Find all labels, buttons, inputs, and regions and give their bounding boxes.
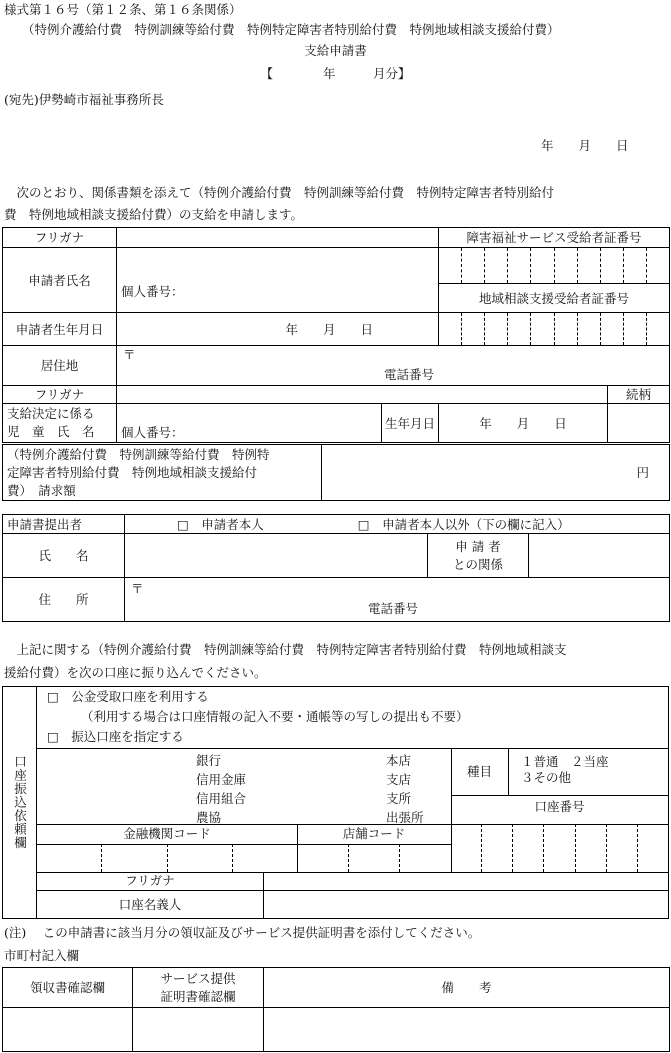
regional-cert-number-boxes[interactable] — [439, 313, 670, 346]
application-date: 年 月 日 — [541, 138, 629, 153]
service-cert-check-field[interactable] — [133, 1008, 264, 1052]
personal-number-label: 個人番号： — [121, 283, 184, 299]
submitter-address-label: 住 所 — [3, 578, 125, 622]
submitter-other-checkbox[interactable]: □ 申請者本人以外（下の欄に記入） — [357, 516, 570, 532]
child-birth-date[interactable]: 年 月 日 — [439, 404, 608, 443]
account-holder-label: 口座名義人 — [118, 897, 182, 912]
remarks-field[interactable] — [264, 1008, 670, 1052]
designate-account-option[interactable]: □ 振込口座を指定する — [47, 729, 184, 744]
bank-code-label: 金融機関コード — [123, 826, 211, 841]
submitter-postal-mark: 〒 — [131, 581, 144, 596]
claim-amount-label: （特例介護給付費 特例訓練等給付費 特例特 定障害者特別給付費 特例地域相談支援給付 費） 請求額 — [3, 445, 322, 501]
submitter-self-checkbox[interactable]: □ 申請者本人 — [177, 516, 264, 532]
submitter-options — [125, 515, 670, 534]
public-account-note: （利用する場合は口座情報の記入不要・通帳等の写しの提出も不要） — [81, 709, 469, 724]
intro-text-line1: 次のとおり、関係書類を添えて（特例介護給付費 特例訓練等給付費 特例特定障害者特別給付 — [4, 185, 555, 200]
submitter-address-field[interactable] — [125, 578, 670, 622]
residence-phone-label: 電話番号 — [384, 367, 435, 382]
public-account-option[interactable]: □ 公金受取口座を利用する — [47, 689, 209, 704]
city-table — [2, 967, 670, 1052]
account-number-label: 口座番号 — [534, 799, 585, 814]
applicant-table — [2, 227, 670, 443]
page-title: 支給申請書 — [304, 43, 367, 58]
submitter-table — [2, 514, 670, 622]
form-number: 様式第１６号（第１２条、第１６条関係） — [4, 2, 242, 17]
benefit-types-line: （特例介護給付費 特例訓練等給付費 特例特定障害者特別給付費 特例地域相談支援給付費） — [22, 22, 560, 37]
regional-cert-number-label: 地域相談支援受給者証番号 — [439, 284, 670, 313]
relationship-field[interactable] — [608, 404, 670, 443]
child-furigana-label: フリガナ — [3, 386, 117, 404]
attachment-note: (注) この申請書に該当月分の領収証及びサービス提供証明書を添付してください。 — [4, 925, 481, 940]
account-type-label: 種目 — [451, 748, 509, 795]
child-furigana-field[interactable] — [117, 386, 608, 404]
applicant-name-label: 申請者氏名 — [3, 248, 117, 313]
service-cert-number-label: 障害福祉サービス受給者証番号 — [439, 228, 670, 248]
submitter-name-label: 氏 名 — [3, 534, 125, 578]
submitter-phone-label: 電話番号 — [368, 601, 419, 616]
account-type-options[interactable]: １普通 ２当座 ３その他 — [521, 754, 609, 785]
account-number-boxes[interactable] — [451, 824, 668, 872]
submitter-relation-field[interactable] — [529, 534, 670, 578]
bank-code-boxes[interactable] — [37, 844, 297, 872]
applicant-name-field[interactable] — [117, 248, 439, 313]
residence-label: 居住地 — [3, 346, 117, 386]
furigana-field[interactable] — [117, 228, 439, 248]
child-personal-number-label: 個人番号： — [121, 424, 184, 440]
receipt-check-field[interactable] — [3, 1008, 133, 1052]
remarks-label: 備 考 — [264, 968, 670, 1008]
submitter-label: 申請書提出者 — [3, 515, 125, 534]
transfer-side-label: 口座振込依頼欄 — [3, 687, 37, 918]
city-section-title: 市町村記入欄 — [4, 948, 80, 963]
transfer-intro-line2: 援給付費）を次の口座に振り込んでください。 — [4, 665, 267, 680]
yen-unit: 円 — [636, 465, 649, 480]
claim-amount-table — [2, 444, 670, 501]
relationship-label: 続柄 — [608, 386, 670, 404]
applicant-birth-label: 申請者生年月日 — [3, 313, 117, 346]
target-month: 【 年 月分】 — [260, 66, 411, 81]
furigana-label: フリガナ — [3, 228, 117, 248]
branch-code-label: 店舗コード — [342, 826, 406, 841]
account-holder-field[interactable] — [264, 891, 668, 918]
child-name-label: 支給決定に係る 児 童 氏 名 — [3, 404, 117, 443]
service-cert-number-boxes[interactable] — [439, 248, 670, 284]
branch-type-list: 本店 支店 支所 出張所 — [386, 753, 424, 825]
intro-text-line2: 費 特例地域相談支援給付費）の支給を申請します。 — [4, 207, 304, 222]
receipt-check-label: 領収書確認欄 — [3, 968, 133, 1008]
residence-field[interactable] — [117, 346, 670, 386]
transfer-intro-line1: 上記に関する（特例介護給付費 特例訓練等給付費 特例特定障害者特別給付費 特例地域相談支 — [4, 642, 567, 657]
applicant-birth-date[interactable]: 年 月 日 — [117, 313, 439, 346]
service-cert-check-label: サービス提供 証明書確認欄 — [133, 968, 264, 1008]
holder-furigana-label: フリガナ — [125, 873, 175, 888]
postal-mark: 〒 — [123, 347, 136, 362]
submitter-name-field[interactable] — [125, 534, 428, 578]
bank-type-list: 銀行 信用金庫 信用組合 農協 — [196, 753, 247, 825]
branch-code-boxes[interactable] — [297, 844, 451, 872]
child-birth-label: 生年月日 — [382, 404, 439, 443]
child-name-field[interactable] — [117, 404, 382, 443]
transfer-table — [2, 686, 669, 919]
submitter-relation-label: 申 請 者 との関係 — [428, 534, 529, 578]
claim-amount-field[interactable] — [322, 445, 670, 501]
addressee: (宛先)伊勢崎市福祉事務所長 — [4, 92, 164, 107]
